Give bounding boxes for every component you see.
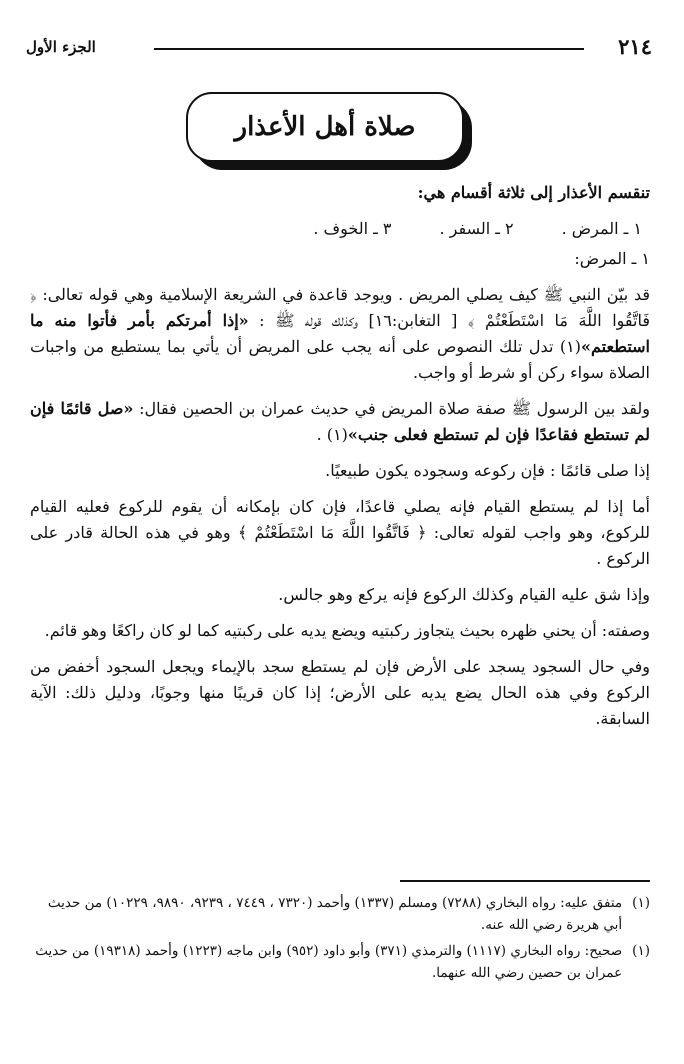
main-content — [30, 180, 650, 742]
footnote-number: (١) — [632, 895, 650, 911]
chapter-title: صلاة أهل الأعذار — [234, 112, 416, 142]
footnote — [30, 940, 650, 984]
header-rule — [154, 48, 584, 50]
intro-line: تنقسم الأعذار إلى ثلاثة أقسام هي: — [417, 183, 650, 202]
sub-heading: ١ ـ المرض: — [574, 249, 650, 268]
paragraph-2: ولقد بين الرسول ﷺ صفة صلاة المريض في حديث عمران بن الحصين فقال: «صل قائمًا فإن لم تستطع فقاعدًا فإن لم تستطع فعلى جنب»(١) . — [30, 399, 651, 444]
page-header — [22, 30, 662, 64]
list-item: ١ ـ المرض . — [561, 219, 642, 238]
paragraph-6: وصفته: أن يحني ظهره بحيث يتجاوز ركبتيه ويضع يديه على ركبتيه كما لو كان راكعًا وهو قائم. — [44, 621, 650, 640]
hadith-quote: «إذا أمرتكم بأمر فأتوا منه ما استطعتم» — [30, 311, 650, 356]
footnote-number: (١) — [632, 943, 650, 959]
footnote — [30, 892, 650, 936]
paragraph-4: أما إذا لم يستطع القيام فإنه يصلي قاعدًا، فإن كان بإمكانه أن يقوم للركوع فعليه القيام للركوع، وهو واجب لقوله تعالى: ﴿ فَاتَّقُوا اللَّهَ مَا اسْتَطَعْتُمْ ﴾ وهو في هذه الحالة قادر على الركوع . — [30, 497, 651, 568]
paragraph-1: قد بيّن النبي ﷺ كيف يصلي المريض . ويوجد قاعدة في الشريعة الإسلامية وهي قوله تعالى: ﴿ فَاتَّقُوا اللَّهَ مَا اسْتَطَعْتُمْ ﴾ [ التغابن:١٦] وكذلك قوله ﷺ : «إذا أمرتكم بأمر فأتوا منه ما استطعتم»(١) تدل تلك النصوص على أنه يجب على المريض أن يأتي بما يستطيع من واجبات الصلاة سواء ركن أو شرط أو واجب. — [30, 285, 651, 382]
paragraph-3: إذا صلى قائمًا : فإن ركوعه وسجوده يكون طبيعيًا. — [325, 461, 650, 480]
footnote-text: صحيح: رواه البخاري (١١١٧) والترمذي (٣٧١) وأبو داود (٩٥٢) وابن ماجه (١٢٢٣) وأحمد (١٩٣١٨) من حديث عمران بن حصين رضي الله عنهما. — [35, 943, 623, 981]
list-item: ٢ ـ السفر . — [439, 219, 514, 238]
chapter-title-box — [186, 92, 464, 162]
paragraph-7: وفي حال السجود يسجد على الأرض فإن لم يستطع سجد بالإيماء ويجعل السجود أخفض من الركوع وفي هذه الحال يضع يديه على الأرض؛ إذا كان قريبًا منها وجوبًا، ودليل ذلك: الآية السابقة. — [30, 657, 650, 728]
list-item: ٣ ـ الخوف . — [313, 219, 392, 238]
paragraph-5: وإذا شق عليه القيام وكذلك الركوع فإنه يركع وهو جالس. — [278, 585, 650, 604]
footnotes — [30, 892, 650, 988]
footnote-rule — [400, 880, 650, 882]
page-number: ٢١٤ — [618, 34, 652, 59]
sections-list — [30, 216, 650, 242]
part-title: الجزء الأول — [26, 38, 96, 56]
hadith-quote: «صل قائمًا فإن لم تستطع فقاعدًا فإن لم تستطع فعلى جنب» — [30, 399, 650, 444]
footnote-text: متفق عليه: رواه البخاري (٧٢٨٨) ومسلم (١٣٣٧) وأحمد (٧٣٢٠ ، ٧٤٤٩ ، ٩٢٣٩، ٩٨٩٠، ١٠٢٢٩) من حديث أبي هريرة رضي الله عنه. — [47, 895, 623, 933]
